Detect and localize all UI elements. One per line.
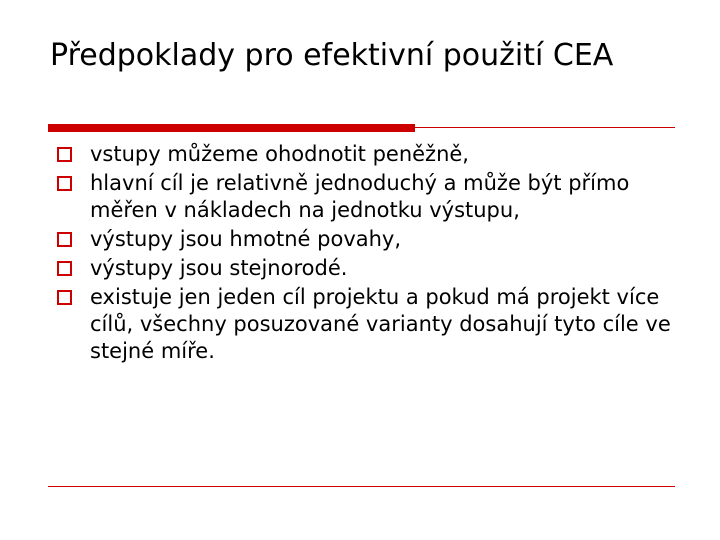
hollow-square-bullet-icon (57, 176, 72, 191)
hollow-square-bullet-icon (57, 290, 72, 305)
bullet-text: hlavní cíl je relativně jednoduchý a může být přímo měřen v nákladech na jednotku výstupu, (90, 171, 630, 222)
hollow-square-bullet-icon (57, 232, 72, 247)
bullet-text: výstupy jsou hmotné povahy, (90, 227, 402, 251)
bullet-text: výstupy jsou stejnorodé. (90, 256, 348, 280)
bullet-item (55, 226, 675, 253)
hollow-square-bullet-icon (57, 261, 72, 276)
bullet-item (55, 170, 675, 224)
hollow-square-bullet-icon (57, 147, 72, 162)
title-underline (48, 124, 675, 132)
bullet-list (55, 141, 675, 367)
title-underline-thin (415, 127, 675, 128)
bullet-item (55, 141, 675, 168)
slide-title: Předpoklady pro efektivní použití CEA (50, 38, 614, 73)
footer-rule (48, 486, 675, 487)
bullet-item (55, 255, 675, 282)
title-underline-thick (48, 124, 415, 132)
bullet-text: existuje jen jeden cíl projektu a pokud má projekt více cílů, všechny posuzované varianty dosahují tyto cíle ve stejné míře. (90, 285, 671, 363)
bullet-item (55, 284, 675, 365)
bullet-text: vstupy můžeme ohodnotit peněžně, (90, 142, 469, 166)
